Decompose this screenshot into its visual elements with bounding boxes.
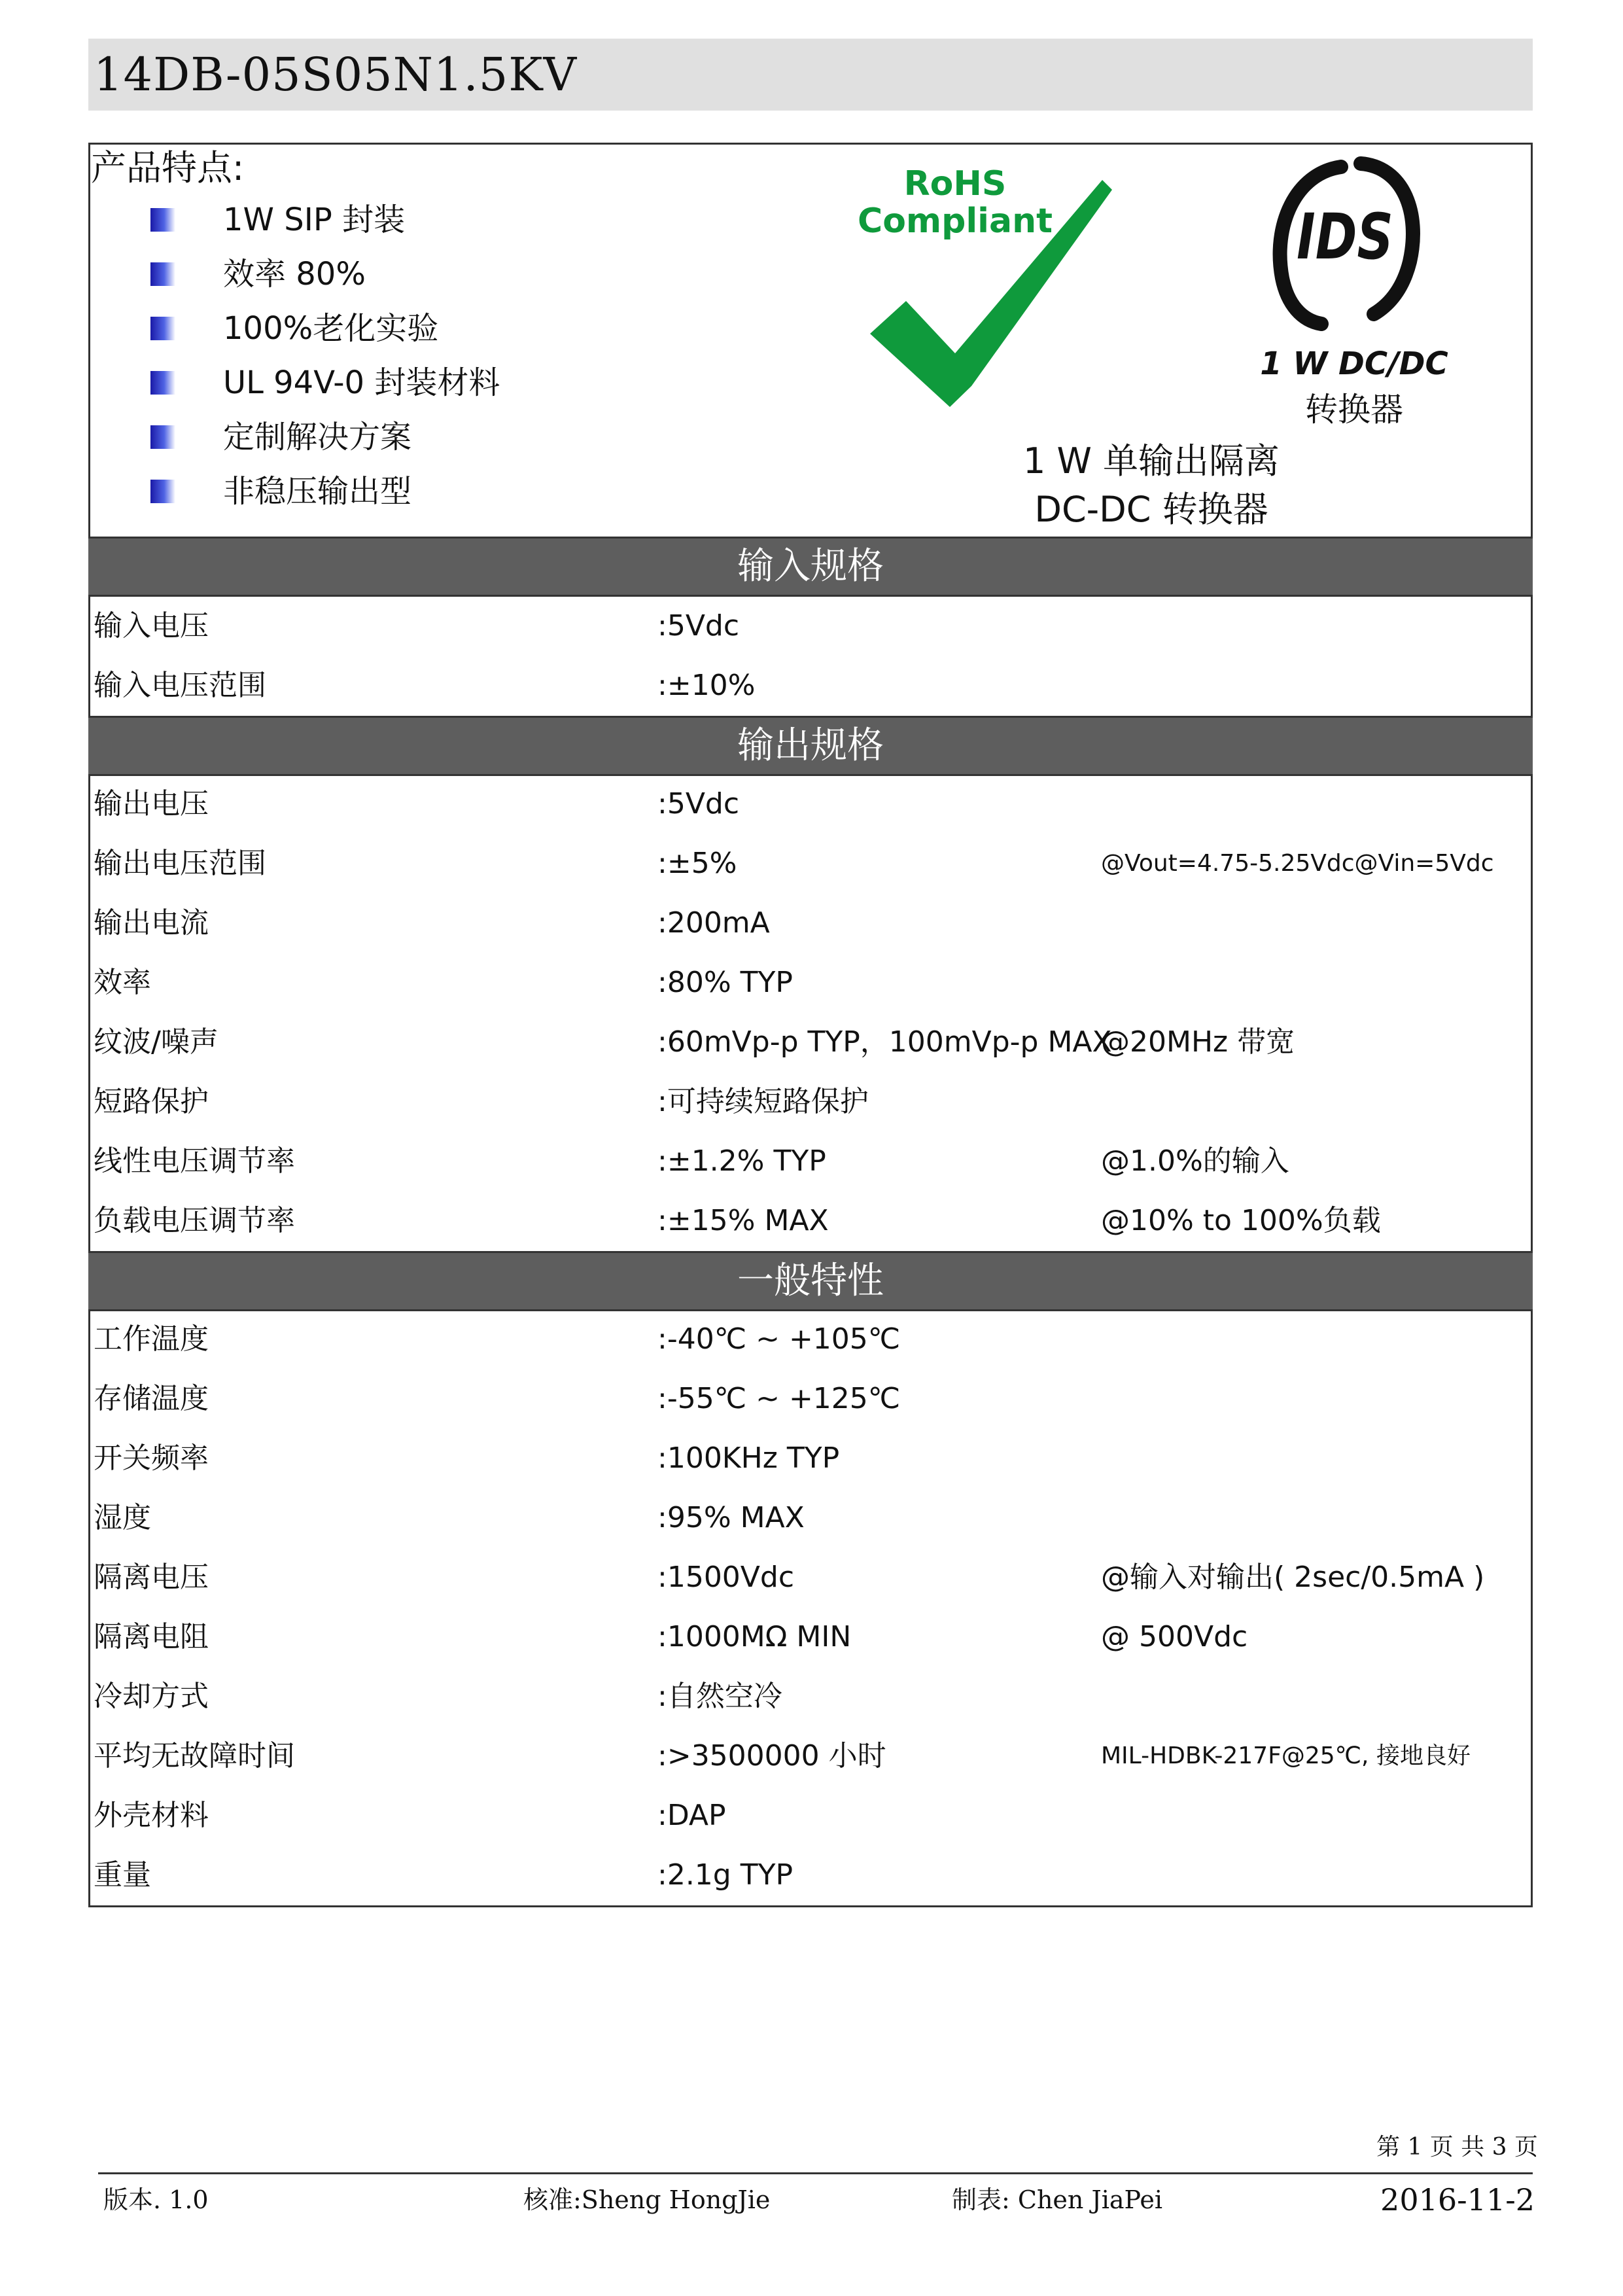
spec-row	[88, 1786, 1533, 1845]
spec-label: 输入电压	[94, 609, 209, 643]
section-title: 输出规格	[737, 724, 884, 767]
spec-note: MIL-HDBK-217F@25℃, 接地良好	[1101, 1742, 1471, 1769]
spec-label: 负载电压调节率	[94, 1204, 295, 1237]
brand-power-label: 1 W DC/DC	[1260, 345, 1448, 382]
spec-label: 短路保护	[94, 1085, 209, 1118]
feature-text: 非稳压输出型	[223, 473, 412, 510]
spec-row	[88, 1013, 1533, 1072]
spec-value: :60mVp-p TYP，100mVp-p MAX	[657, 1025, 1112, 1059]
product-description-line: 1 W 单输出隔离	[1022, 440, 1280, 482]
section-title: 输入规格	[737, 545, 884, 588]
square-bullet-icon	[150, 208, 175, 232]
section-header	[88, 537, 1533, 597]
footer-divider	[98, 2172, 1533, 2174]
spec-row	[88, 775, 1533, 834]
spec-row	[88, 1608, 1533, 1667]
spec-note: @1.0%的输入	[1101, 1144, 1289, 1178]
spec-label: 输出电压范围	[94, 847, 266, 880]
spec-value: :DAP	[657, 1799, 726, 1832]
spec-value: :1000MΩ MIN	[657, 1620, 852, 1653]
brand-logo-mark: IDS	[1297, 200, 1393, 274]
spec-value: :5Vdc	[657, 609, 740, 643]
footer-approved-by: 核准:Sheng HongJie	[523, 2185, 771, 2214]
feature-text: UL 94V-0 封装材料	[223, 364, 500, 401]
section-title: 一般特性	[737, 1260, 884, 1302]
spec-label: 外壳材料	[94, 1799, 209, 1832]
square-bullet-icon	[150, 262, 175, 286]
spec-row	[88, 1429, 1533, 1488]
spec-value: :>3500000 小时	[657, 1739, 886, 1773]
spec-note: @Vout=4.75-5.25Vdc@Vin=5Vdc	[1101, 850, 1494, 877]
spec-label: 隔离电压	[94, 1561, 209, 1594]
spec-value: :自然空冷	[657, 1680, 782, 1713]
spec-row	[88, 834, 1533, 893]
feature-item	[150, 357, 500, 409]
spec-value: :±15% MAX	[657, 1204, 829, 1237]
feature-item	[150, 248, 366, 300]
brand-logo-icon	[1269, 147, 1426, 337]
spec-label: 存储温度	[94, 1382, 209, 1415]
rohs-text: RoHS	[903, 164, 1007, 203]
spec-label: 输出电流	[94, 906, 209, 940]
spec-label: 湿度	[94, 1501, 151, 1534]
spec-row	[88, 1667, 1533, 1726]
square-bullet-icon	[150, 317, 175, 340]
spec-row	[88, 1727, 1533, 1786]
spec-row	[88, 597, 1533, 656]
feature-item	[150, 465, 412, 518]
footer-date: 2016-11-2	[1380, 2182, 1535, 2217]
spec-value: :±1.2% TYP	[657, 1144, 826, 1178]
page-title: 14DB-05S05N1.5KV	[94, 48, 578, 101]
spec-row	[88, 953, 1533, 1012]
square-bullet-icon	[150, 371, 175, 395]
feature-item	[150, 194, 406, 246]
spec-value: :-40℃ ~ +105℃	[657, 1322, 901, 1356]
spec-row	[88, 656, 1533, 715]
feature-text: 定制解决方案	[223, 419, 412, 455]
spec-label: 纹波/噪声	[94, 1025, 218, 1059]
footer-prepared-by: 制表: Chen JiaPei	[952, 2185, 1163, 2214]
spec-value: :1500Vdc	[657, 1561, 795, 1594]
spec-label: 输入电压范围	[94, 669, 266, 702]
spec-note: @ 500Vdc	[1101, 1620, 1248, 1653]
brand-converter-label: 转换器	[1305, 391, 1403, 429]
spec-value: :80% TYP	[657, 966, 793, 999]
section-header	[88, 716, 1533, 776]
spec-row	[88, 894, 1533, 953]
spec-label: 线性电压调节率	[94, 1144, 295, 1178]
spec-row	[88, 1846, 1533, 1905]
spec-value: :2.1g TYP	[657, 1858, 794, 1892]
page-number: 第 1 页 共 3 页	[1376, 2134, 1538, 2161]
spec-value: :95% MAX	[657, 1501, 805, 1534]
spec-row	[88, 1192, 1533, 1250]
feature-item	[150, 411, 412, 463]
spec-value: :可持续短路保护	[657, 1085, 869, 1118]
spec-label: 重量	[94, 1858, 151, 1892]
spec-row	[88, 1548, 1533, 1607]
header-bar	[88, 39, 1533, 111]
spec-row	[88, 1310, 1533, 1369]
spec-note: @20MHz 带宽	[1101, 1025, 1295, 1059]
spec-label: 冷却方式	[94, 1680, 209, 1713]
spec-row	[88, 1072, 1533, 1131]
compliant-text: Compliant	[858, 202, 1053, 241]
spec-value: :5Vdc	[657, 787, 740, 821]
spec-label: 效率	[94, 966, 151, 999]
square-bullet-icon	[150, 480, 175, 503]
spec-value: :200mA	[657, 906, 770, 940]
spec-row	[88, 1489, 1533, 1547]
spec-value: :-55℃ ~ +125℃	[657, 1382, 901, 1415]
footer-version: 版本. 1.0	[103, 2185, 209, 2214]
feature-text: 效率 80%	[223, 256, 366, 292]
spec-row	[88, 1132, 1533, 1191]
feature-text: 1W SIP 封装	[223, 202, 406, 238]
spec-value: :±10%	[657, 669, 756, 702]
feature-text: 100%老化实验	[223, 310, 439, 347]
square-bullet-icon	[150, 425, 175, 449]
spec-label: 工作温度	[94, 1322, 209, 1356]
feature-item	[150, 302, 439, 355]
spec-label: 输出电压	[94, 787, 209, 821]
spec-row	[88, 1369, 1533, 1428]
spec-note: @输入对输出( 2sec/0.5mA )	[1101, 1561, 1485, 1594]
spec-value: :100KHz TYP	[657, 1441, 840, 1475]
spec-value: :±5%	[657, 847, 737, 880]
spec-label: 隔离电阻	[94, 1620, 209, 1653]
spec-note: @10% to 100%负载	[1101, 1204, 1381, 1237]
spec-label: 平均无故障时间	[94, 1739, 295, 1773]
rohs-compliant-logo	[857, 157, 1119, 419]
spec-label: 开关频率	[94, 1441, 209, 1475]
product-description-line: DC-DC 转换器	[1034, 489, 1268, 530]
features-heading: 产品特点:	[91, 147, 245, 188]
section-header	[88, 1251, 1533, 1311]
